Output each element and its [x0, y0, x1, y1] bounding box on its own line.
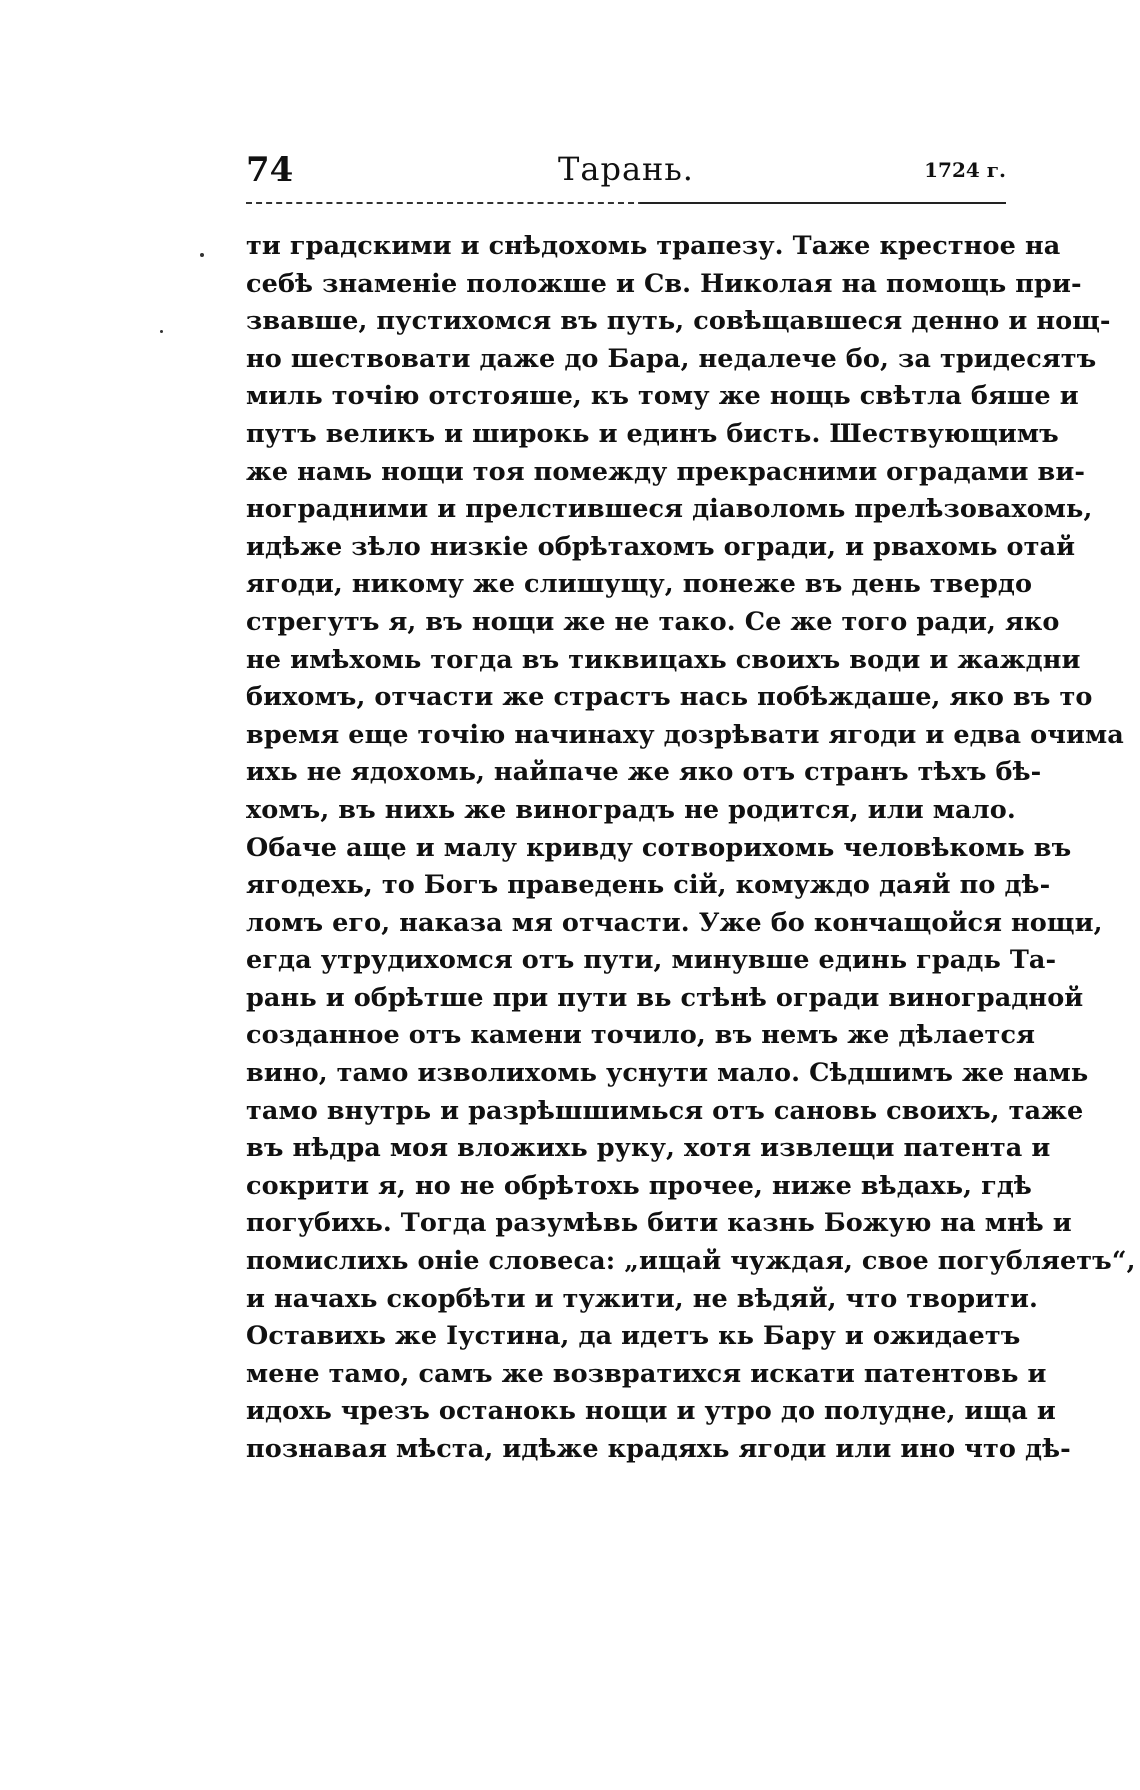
text-line: созданное отъ камени точило, въ немъ же дѣлается	[246, 1020, 1036, 1051]
text-line: бихомъ, отчасти же страстъ нась побѣждаше, яко въ то	[246, 682, 1093, 713]
text-line: Обаче аще и малу кривду сотворихомь человѣкомь въ	[246, 832, 1072, 863]
text-line: идѣже зѣло низкіе обрѣтахомъ огради, и рвахомь отай	[246, 531, 1076, 562]
text-line: егда утрудихомся отъ пути, минувше единь градь Та-	[246, 945, 1057, 976]
text-line: ти градскими и снѣдохомь трапезу. Таже крестное на	[246, 231, 1061, 261]
text-line: вино, тамо изволихомь уснути мало. Сѣдшимъ же намь	[246, 1058, 1089, 1089]
body-text	[246, 228, 1136, 1469]
text-line: ихь не ядохомь, найпаче же яко отъ странъ тѣхъ бѣ-	[246, 757, 1042, 788]
margin-speck-1	[200, 253, 204, 257]
text-line: погубихь. Тогда разумѣвь бити казнь Божую на мнѣ и	[246, 1208, 1072, 1239]
text-line: стрегутъ я, въ нощи же не тако. Се же того ради, яко	[246, 606, 1060, 637]
text-line: рань и обрѣтше при пути вь стѣнѣ огради виноградной	[246, 982, 1084, 1013]
text-line: ягодехь, то Богъ праведень сій, комуждо даяй по дѣ-	[246, 870, 1051, 901]
text-line: мене тамо, самъ же возвратихся искати патентовь и	[246, 1358, 1047, 1389]
text-line: хомъ, въ нихь же виноградъ не родится, или мало.	[246, 794, 1016, 825]
page-header	[246, 150, 1006, 194]
text-line: сокрити я, но не обрѣтохь прочее, ниже вѣдахь, гдѣ	[246, 1170, 1032, 1201]
text-line: помислихь оніе словеса: „ищай чуждая, свое погубляетъ“,	[246, 1246, 1136, 1277]
text-line: ноградними и прелстившеся діаволомь прелѣзовахомь,	[246, 494, 1093, 525]
text-line: же намь нощи тоя помежду прекрасними оградами ви-	[246, 456, 1086, 487]
text-line: путъ великъ и широкь и единъ бисть. Шествующимъ	[246, 418, 1059, 449]
text-line: время еще точію начинаху дозрѣвати ягоди и едва очима	[246, 719, 1124, 750]
year-label: 1724 г.	[924, 158, 1006, 182]
text-line: не имѣхомь тогда въ тиквицахь своихъ води и жаждни	[246, 644, 1081, 675]
header-rule-solid	[640, 202, 1006, 204]
text-line: себѣ знаменіе положше и Св. Николая на помощь при-	[246, 268, 1082, 299]
text-line: идохь чрезъ останокь нощи и утро до полудне, ища и	[246, 1396, 1056, 1427]
text-line: ломъ его, наказа мя отчасти. Уже бо кончащойся нощи,	[246, 907, 1103, 938]
margin-speck-2	[160, 330, 163, 333]
text-line: тамо внутрь и разрѣшшимься отъ сановь своихъ, таже	[246, 1095, 1084, 1126]
text-line: но шествовати даже до Бара, недалече бо, за тридесятъ	[246, 343, 1097, 374]
text-line: въ нѣдра моя вложихь руку, хотя извлещи патента и	[246, 1133, 1051, 1164]
text-line: познавая мѣста, идѣже крадяхь ягоди или ино что дѣ-	[246, 1434, 1071, 1464]
text-line: звавше, пустихомся въ путь, совѣщавшеся денно и нощ-	[246, 306, 1111, 337]
text-line: ягоди, никому же слишущу, понеже въ день твердо	[246, 569, 1033, 600]
text-line: миль точію отстояше, къ тому же нощь свѣтла бяше и	[246, 381, 1079, 412]
text-line: Оставихь же Іустина, да идетъ кь Бару и ожидаетъ	[246, 1321, 1021, 1352]
text-line: и начахь скорбѣти и тужити, не вѣдяй, что творити.	[246, 1283, 1039, 1314]
page-number: 74	[246, 150, 294, 190]
running-title: Тарань.	[558, 150, 694, 188]
